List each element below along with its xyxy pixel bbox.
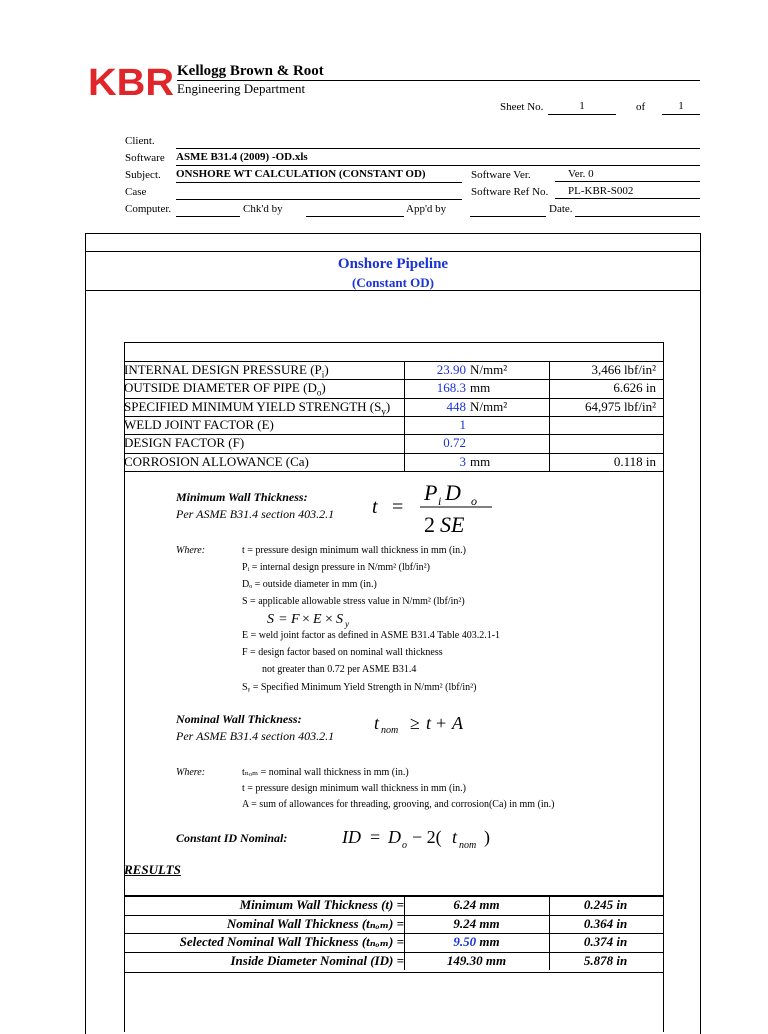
svg-text:A: A <box>452 713 463 733</box>
input-label: CORROSION ALLOWANCE (Ca) <box>124 453 309 469</box>
software-ref-value: PL-KBR-S002 <box>555 185 700 199</box>
input-value[interactable]: 3 <box>459 453 466 469</box>
computer-value <box>176 202 240 217</box>
company-name: Kellogg Brown & Root <box>177 63 324 79</box>
nom-wall-where: Where: <box>176 767 206 778</box>
input-unit: N/mm² <box>470 398 508 414</box>
min-wall-where: Where: <box>176 545 206 556</box>
input-label: SPECIFIED MINIMUM YIELD STRENGTH $(S_y)$ <box>124 398 391 417</box>
result-in-value: 0.364 in <box>583 915 628 931</box>
min-wall-heading: Minimum Wall Thickness: <box>176 490 308 504</box>
svg-text:E: E <box>313 612 322 627</box>
svg-text:t: t <box>374 713 380 733</box>
sheet-number: 1 <box>548 100 616 115</box>
date-label: Date. <box>549 203 573 215</box>
frame-rule-1 <box>85 251 701 252</box>
case-label: Case <box>125 186 147 198</box>
const-id-formula <box>340 824 500 854</box>
result-mm-value: 6.24 mm <box>453 897 500 912</box>
input-value[interactable]: 448 <box>446 398 466 414</box>
def-f-cont: not greater than 0.72 per ASME B31.4 <box>262 664 417 675</box>
input-value[interactable]: 0.72 <box>443 435 466 451</box>
input-unit: mm <box>470 380 491 396</box>
input-label: WELD JOINT FACTOR (E) <box>124 416 274 432</box>
result-mm-value: 149.30 mm <box>446 952 507 968</box>
svg-text:=: = <box>370 827 381 847</box>
client-value <box>176 134 700 149</box>
def-s: S = applicable allowable stress value in N/mm² (lbf/in²) <box>242 596 465 607</box>
result-in-value: 0.374 in <box>583 934 628 949</box>
def-t2: t = pressure design minimum wall thickness in mm (in.) <box>242 783 466 794</box>
svg-text:D: D <box>445 480 461 505</box>
software-ver-label: Software Ver. <box>471 169 531 181</box>
input-value[interactable]: 168.3 <box>436 380 466 396</box>
chkd-label: Chk'd by <box>243 203 283 215</box>
case-value <box>176 185 462 200</box>
chkd-value <box>306 202 404 217</box>
svg-text:D: D <box>388 827 401 847</box>
input-value[interactable]: 1 <box>459 416 466 432</box>
svg-text:S: S <box>267 612 274 627</box>
svg-text:=: = <box>279 612 287 627</box>
svg-text:t: t <box>372 496 378 518</box>
def-e: E = weld joint factor as defined in ASME B31.4 Table 403.2.1-1 <box>242 630 501 641</box>
result-mm-value[interactable]: 9.50 mm <box>453 934 500 949</box>
result-label: Inside Diameter Nominal (ID) = <box>230 952 404 968</box>
result-in-value: 0.245 in <box>583 897 628 912</box>
input-label: OUTSIDE DIAMETER OF PIPE $(D_o)$ <box>124 380 326 398</box>
svg-text:nom: nom <box>459 840 477 851</box>
svg-text:KBR: KBR <box>88 62 174 102</box>
def-pi: Pᵢ = internal design pressure in N/mm² (lbf/in²) <box>242 562 430 573</box>
input-imperial: 3,466 lbf/in² <box>591 362 656 377</box>
svg-text:F: F <box>291 612 300 627</box>
svg-text:S: S <box>336 612 343 627</box>
input-unit: N/mm² <box>470 362 508 377</box>
result-label: Selected Nominal Wall Thickness (tₙₒₘ) = <box>179 934 404 949</box>
subject-label: Subject. <box>125 169 161 181</box>
svg-text:): ) <box>484 827 490 847</box>
def-tnom: tₙₒₘ = nominal wall thickness in mm (in.) <box>242 767 409 778</box>
results-heading: RESULTS <box>124 862 181 877</box>
svg-text:i: i <box>438 494 442 508</box>
min-wall-ref: Per ASME B31.4 section 403.2.1 <box>176 507 335 521</box>
sheet-top-rule <box>124 342 663 343</box>
def-sy: Sᵧ = Specified Minimum Yield Strength in N/mm² (lbf/in²) <box>242 682 477 693</box>
page-subtitle: (Constant OD) <box>352 275 434 290</box>
svg-text:P: P <box>424 480 438 505</box>
def-f: F = design factor based on nominal wall thickness <box>242 647 443 658</box>
computer-label: Computer. <box>125 203 172 215</box>
software-ver-value: Ver. 0 <box>555 168 700 182</box>
appd-label: App'd by <box>406 203 447 215</box>
svg-text:=: = <box>392 496 404 518</box>
svg-text:− 2(: − 2( <box>412 827 442 847</box>
svg-text:o: o <box>402 840 407 851</box>
appd-value <box>470 202 546 217</box>
client-label: Client. <box>125 135 155 147</box>
stress-formula <box>265 608 365 630</box>
result-label: Minimum Wall Thickness (t) = <box>239 897 404 912</box>
software-label: Software <box>125 152 165 164</box>
svg-text:o: o <box>471 494 477 508</box>
nom-wall-formula <box>372 708 482 738</box>
sheet-label: Sheet No. <box>500 101 544 113</box>
subject-value: ONSHORE WT CALCULATION (CONSTANT OD) <box>176 168 462 183</box>
svg-text:+: + <box>436 713 447 733</box>
nom-wall-heading: Nominal Wall Thickness: <box>176 712 302 726</box>
sheet-total: 1 <box>662 100 700 115</box>
input-imperial: 6.626 in <box>613 380 656 396</box>
nom-wall-ref: Per ASME B31.4 section 403.2.1 <box>176 729 335 743</box>
page-title: Onshore Pipeline <box>337 256 449 272</box>
kbr-logo <box>88 62 174 102</box>
svg-text:t: t <box>426 713 432 733</box>
def-do: Dₒ = outside diameter in mm (in.) <box>242 579 377 590</box>
result-label: Nominal Wall Thickness (tₙₒₘ) = <box>226 915 404 931</box>
of-label: of <box>636 101 646 113</box>
min-wall-formula <box>370 476 500 538</box>
input-unit: mm <box>470 453 491 469</box>
input-label: DESIGN FACTOR (F) <box>124 435 245 451</box>
const-id-heading: Constant ID Nominal: <box>176 831 288 845</box>
result-in-value: 5.878 in <box>583 952 628 968</box>
date-value <box>575 202 700 217</box>
svg-text:t: t <box>452 827 458 847</box>
result-mm-value: 9.24 mm <box>453 915 500 931</box>
def-a: A = sum of allowances for threading, grooving, and corrosion(Ca) in mm (in.) <box>242 799 555 810</box>
software-value: ASME B31.4 (2009) -OD.xls <box>176 151 700 166</box>
svg-text:nom: nom <box>381 725 399 736</box>
input-imperial: 0.118 in <box>613 453 656 469</box>
input-label: INTERNAL DESIGN PRESSURE $(P_i)$ <box>124 362 329 380</box>
svg-text:ID: ID <box>342 827 361 847</box>
input-imperial: 64,975 lbf/in² <box>584 398 656 414</box>
input-value[interactable]: 23.90 <box>436 362 466 377</box>
def-t: t = pressure design minimum wall thickness in mm (in.) <box>242 545 466 556</box>
svg-text:y: y <box>345 619 349 629</box>
svg-text:SE: SE <box>440 512 465 537</box>
software-ref-label: Software Ref No. <box>471 186 549 198</box>
svg-text:×: × <box>302 612 310 627</box>
svg-text:2: 2 <box>424 512 435 537</box>
department-name: Engineering Department <box>177 81 306 96</box>
svg-text:≥: ≥ <box>410 713 420 733</box>
svg-text:×: × <box>325 612 333 627</box>
